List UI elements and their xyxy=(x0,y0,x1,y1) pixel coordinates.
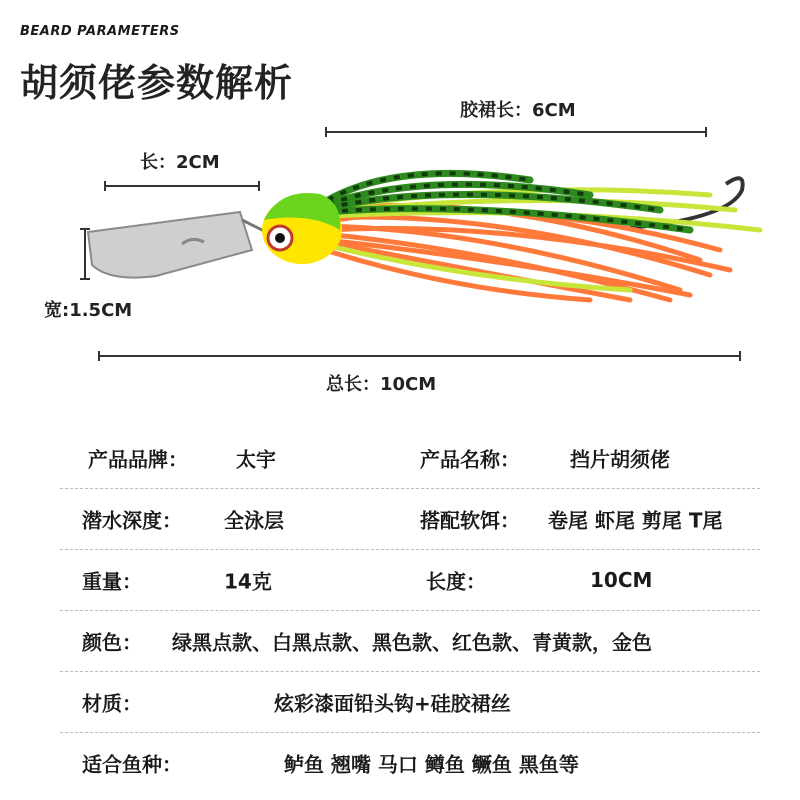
spec-value: 太宇 xyxy=(236,447,276,472)
spec-label: 搭配软饵： xyxy=(420,508,520,533)
skirt-length-label: 胶裙长：6CM xyxy=(460,100,576,121)
spec-value: 鲈鱼 翘嘴 马口 鳟鱼 鳜鱼 黑鱼等 xyxy=(284,752,579,777)
spec-row-weight xyxy=(60,550,760,611)
spec-row-color xyxy=(60,611,760,672)
spec-value: 全泳层 xyxy=(224,508,284,533)
spec-value: 14克 xyxy=(224,569,272,594)
brand-header: BEARD PARAMETERS xyxy=(20,24,180,39)
spec-table xyxy=(60,428,760,793)
spec-value: 绿黑点款、白黑点款、黑色款、红色款、青黄款，金色 xyxy=(172,630,652,655)
spec-label: 长度： xyxy=(426,569,486,594)
total-length-label: 总长：10CM xyxy=(326,374,437,395)
spec-label: 适合鱼种： xyxy=(82,752,182,777)
spec-row-depth xyxy=(60,489,760,550)
spec-value: 10CM xyxy=(590,568,653,592)
spec-value: 炫彩漆面铅头钩+硅胶裙丝 xyxy=(274,691,511,716)
blade-length-label: 长：2CM xyxy=(140,152,220,173)
total-length-line xyxy=(98,355,741,357)
spec-row-fish xyxy=(60,733,760,793)
blade-width-label: 宽:1.5CM xyxy=(44,300,133,321)
spec-label: 重量： xyxy=(82,569,142,594)
spec-label: 材质： xyxy=(82,691,142,716)
blade-shape xyxy=(88,212,252,278)
page-title: 胡须佬参数解析 xyxy=(20,61,294,105)
spec-label: 潜水深度： xyxy=(82,508,182,533)
spec-row-brand xyxy=(60,428,760,489)
skirt-length-line xyxy=(325,131,707,133)
spec-value: 卷尾 虾尾 剪尾 T尾 xyxy=(548,508,723,533)
spec-label: 产品名称： xyxy=(420,447,520,472)
lure-image xyxy=(70,150,770,350)
spec-value: 挡片胡须佬 xyxy=(570,447,670,472)
spec-label: 产品品牌： xyxy=(88,447,188,472)
spec-row-material xyxy=(60,672,760,733)
spec-label: 颜色： xyxy=(82,630,142,655)
